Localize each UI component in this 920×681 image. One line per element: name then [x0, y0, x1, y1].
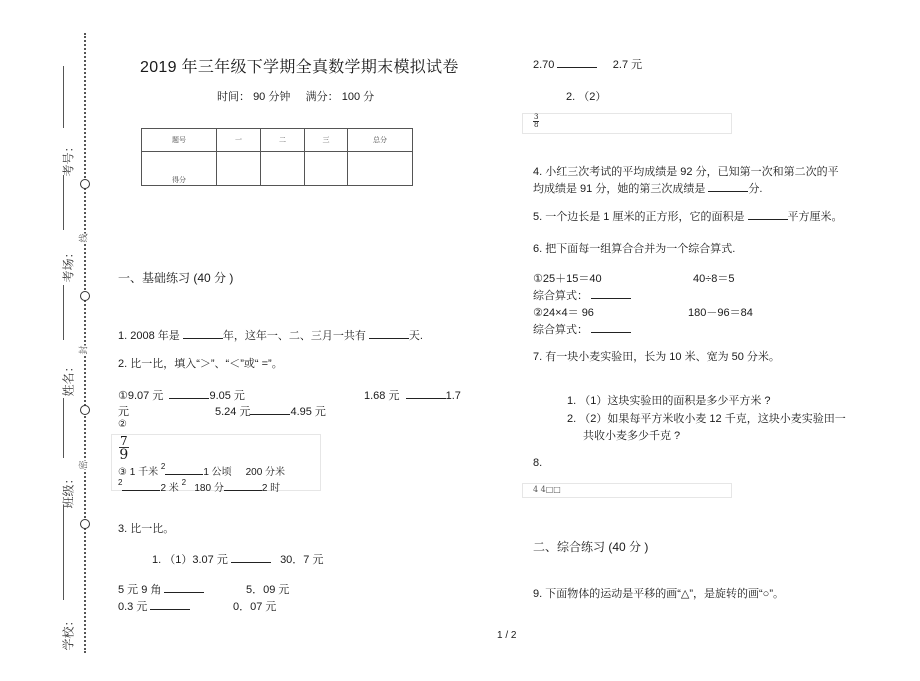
binding-dotted-line — [84, 33, 86, 653]
score-table-header: 二 — [261, 129, 305, 152]
q2-text: 4.95 元 — [290, 406, 326, 418]
q2-item2-marker: ② — [118, 419, 127, 430]
seal-char: 封 — [78, 345, 89, 355]
score-table-header: 总分 — [348, 129, 413, 152]
superscript: 2 — [118, 478, 123, 487]
time-label: 时间： — [217, 91, 250, 103]
seal-char: 密 — [78, 460, 89, 470]
q2-text: 2 米 — [160, 483, 179, 494]
binding-ring — [80, 179, 90, 189]
score-table-header-row — [142, 129, 413, 152]
binding-ring — [80, 291, 90, 301]
q3-blank[interactable] — [557, 57, 597, 68]
q2-item3-line2 — [118, 478, 280, 494]
question-7-prompt: 7. 有一块小麦实验田，长为 10 米、宽为 50 分米。 — [533, 351, 780, 363]
score-cell[interactable] — [217, 152, 261, 186]
q2-blank[interactable] — [165, 464, 203, 475]
q7-sub1: 1. （1）这块实验田的面积是多少平方米 ? — [567, 395, 771, 407]
q6-group1-b: 40÷8＝5 — [693, 273, 735, 285]
q6-text: 综合算式： — [533, 324, 588, 336]
section1-heading: 一、基础练习 (40 分 ) — [118, 271, 234, 285]
fraction-denominator: 9 — [119, 447, 129, 463]
q2-blank[interactable] — [122, 480, 160, 491]
score-table-header: 一 — [217, 129, 261, 152]
question-6-prompt: 6. 把下面每一组算合合并为一个综合算式. — [533, 243, 736, 255]
q3-text: 1. （1）3.07 元 — [152, 554, 228, 566]
score-cell[interactable] — [305, 152, 348, 186]
q6-combined-2 — [533, 321, 631, 337]
score-unit: 分 — [363, 91, 375, 103]
binding-ring — [80, 519, 90, 529]
q2-text: ③ 1 千米 — [118, 467, 159, 478]
q2-line1 — [118, 387, 245, 403]
section2-heading: 二、综合练习 (40 分 ) — [533, 540, 649, 554]
q2-blank[interactable] — [250, 404, 290, 415]
q3-line-a — [118, 581, 204, 597]
q1-text: 1. 2008 年是 — [118, 330, 180, 342]
q1-blank-year[interactable] — [183, 328, 223, 339]
q4-text: 均成绩是 91 分，她的第三次成绩是 — [533, 183, 706, 195]
question-2-prompt: 2. 比一比，填入“＞”、“＜”或“ =”。 — [118, 358, 283, 370]
q3-sub1 — [152, 551, 323, 567]
student-name-label: 姓名： — [61, 360, 76, 397]
q2-text: 1 公顷 — [203, 467, 232, 478]
q3-sub2: 2. （2） — [566, 91, 607, 103]
class-label: 班级： — [61, 472, 76, 509]
q2-text: 200 分米 — [245, 467, 286, 478]
q4-blank[interactable] — [708, 181, 748, 192]
score-label: 满分： — [305, 91, 339, 103]
score-table-header: 题号 — [142, 129, 217, 152]
q2-text: 180 分 — [194, 483, 224, 494]
binding-ring — [80, 405, 90, 415]
q2-fraction — [119, 434, 129, 462]
q3-fraction — [533, 113, 539, 129]
q2-line2: 元 — [118, 406, 129, 418]
question-5 — [533, 208, 843, 224]
score-table-header: 三 — [305, 129, 348, 152]
q2-text: 9.05 元 — [209, 390, 245, 402]
superscript: 2 — [160, 462, 166, 471]
q5-text: 平方厘米。 — [787, 211, 843, 223]
page-title: 2019 年三年级下学期全真数学期末模拟试卷 — [140, 59, 459, 76]
score-row-label: 得分 — [142, 152, 217, 186]
q2-text: 5.24 元 — [215, 406, 251, 418]
school-line[interactable] — [63, 505, 64, 600]
fraction-denominator: 8 — [534, 121, 539, 129]
q3-text: 5 元 9 角 — [118, 584, 162, 596]
q6-text: 综合算式： — [533, 290, 588, 302]
q2-blank[interactable] — [169, 388, 209, 399]
question-1 — [118, 327, 423, 343]
q3-text: 30．7 元 — [280, 554, 324, 566]
q3-blank[interactable] — [150, 599, 190, 610]
q6-blank[interactable] — [591, 322, 631, 333]
q2-item3-line1 — [118, 462, 285, 478]
time-unit: 分钟 — [268, 91, 291, 103]
class-line[interactable] — [63, 398, 64, 458]
q6-combined-1 — [533, 287, 631, 303]
exam-room-line[interactable] — [63, 175, 64, 230]
q3-text: 0.3 元 — [118, 601, 148, 613]
score-cell[interactable] — [261, 152, 305, 186]
q3-text: 2.70 — [533, 59, 555, 71]
q2-text: ①9.07 元 — [118, 390, 164, 402]
q6-group2-a: ②24×4＝ 96 — [533, 307, 594, 319]
q5-text: 5. 一个边长是 1 厘米的正方形，它的面积是 — [533, 211, 745, 223]
q5-blank[interactable] — [748, 209, 788, 220]
fraction-numerator: 7 — [120, 434, 128, 448]
q1-blank-days[interactable] — [369, 328, 409, 339]
score-value: 100 — [341, 91, 361, 103]
q3-blank[interactable] — [231, 552, 271, 563]
question-8-label: 8. — [533, 457, 543, 469]
score-table — [141, 128, 413, 186]
q3-image-block — [522, 113, 732, 134]
q2-text: 1.68 元 — [364, 390, 400, 402]
q2-line2-right — [215, 403, 326, 419]
q3-line-a-right: 5．09 元 — [246, 584, 290, 596]
question-4-line1: 4. 小红三次考试的平均成绩是 92 分，已知第一次和第二次的平 — [533, 166, 839, 178]
q1-text: 年，这年一、二、三月一共有 — [222, 330, 366, 342]
student-name-line[interactable] — [63, 285, 64, 340]
superscript: 2 — [181, 478, 187, 487]
exam-number-label: 考号： — [61, 140, 76, 177]
q2-blank[interactable] — [224, 480, 262, 491]
school-label: 学校： — [61, 614, 76, 651]
q2-blank[interactable] — [406, 388, 446, 399]
score-table-score-row — [142, 152, 413, 186]
exam-number-line[interactable] — [63, 66, 64, 128]
q4-text: 分. — [748, 183, 763, 195]
q2-text: 2 时 — [261, 483, 281, 494]
q3-text: 2.7 元 — [612, 59, 643, 71]
exam-meta — [217, 88, 374, 104]
q2-line1-right — [364, 387, 461, 403]
q1-text: 天. — [408, 330, 423, 342]
question-4-line2 — [533, 180, 762, 196]
q2-text: 1.7 — [445, 390, 461, 402]
question-9: 9. 下面物体的运动是平移的画“△”，是旋转的画“○”。 — [533, 588, 784, 600]
page-number: 1 / 2 — [497, 630, 517, 641]
q6-group1-a: ①25＋15＝40 — [533, 273, 602, 285]
score-cell[interactable] — [348, 152, 413, 186]
q3-blank[interactable] — [164, 582, 204, 593]
q8-image-text: 4 4□□ — [533, 485, 561, 494]
q7-sub2-line1: 2. （2）如果每平方米收小麦 12 千克，这块小麦实验田一 — [567, 413, 846, 425]
seal-char: 线 — [78, 233, 89, 243]
exam-room-label: 考场： — [61, 246, 76, 283]
q7-sub2-line2: 共收小麦多少千克 ? — [583, 430, 681, 442]
question-3-prompt: 3. 比一比。 — [118, 523, 175, 535]
q3-line-b — [118, 598, 190, 614]
fraction-numerator: 3 — [534, 113, 539, 121]
q3-line-b-right: 0．07 元 — [233, 601, 277, 613]
q3-cont-line — [533, 56, 642, 72]
time-value: 90 — [253, 91, 266, 103]
q6-group2-b: 180－96＝84 — [688, 307, 753, 319]
q6-blank[interactable] — [591, 288, 631, 299]
